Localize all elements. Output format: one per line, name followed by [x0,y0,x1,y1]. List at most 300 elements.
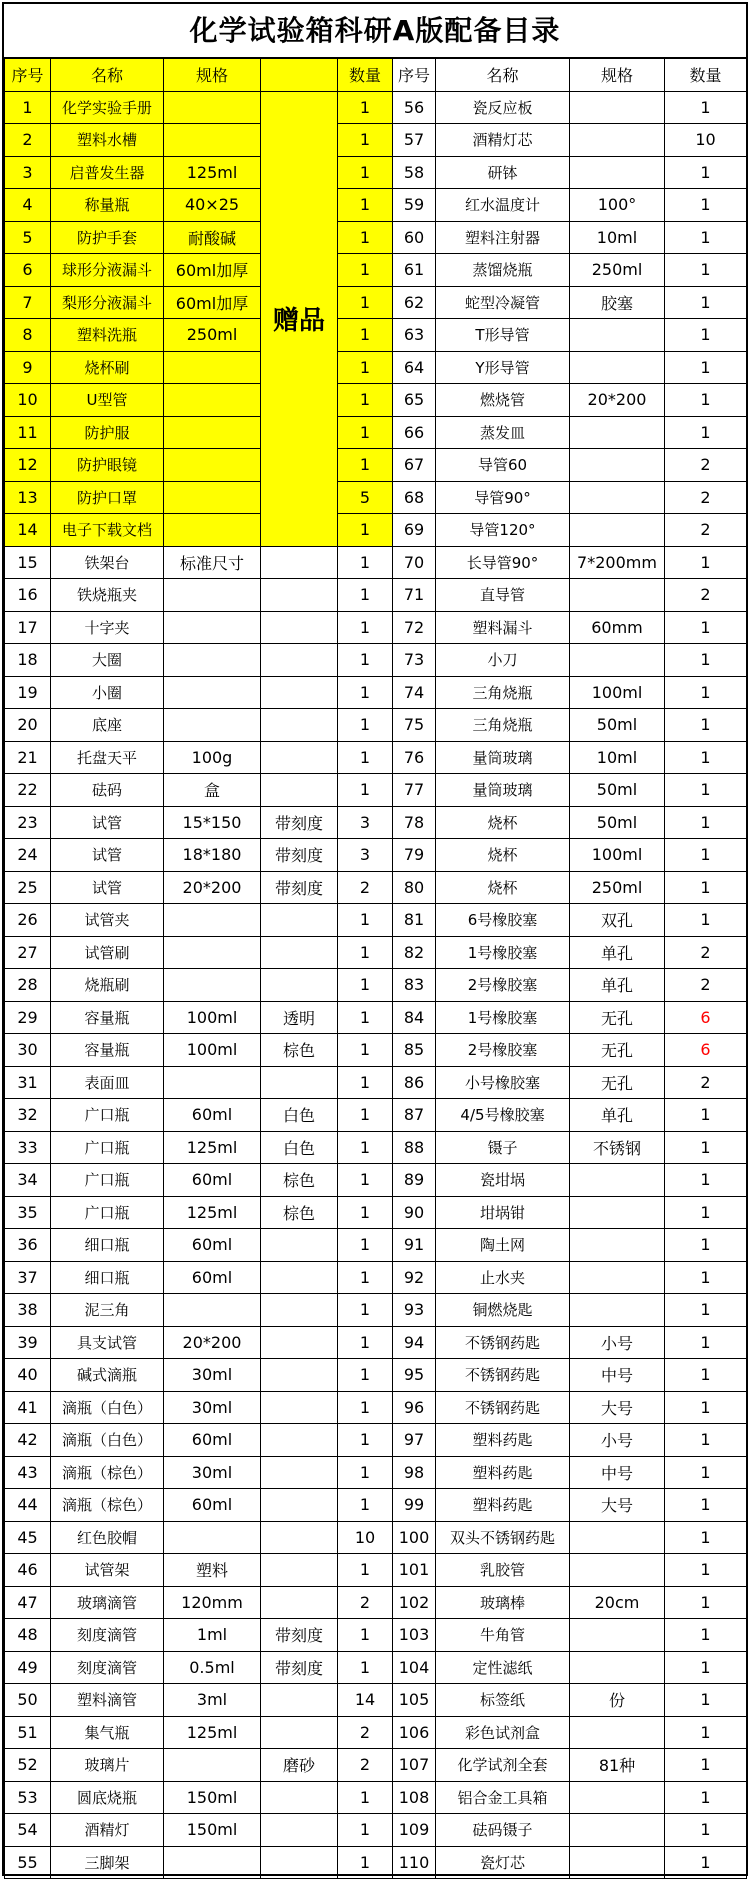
item-quantity: 1 [338,124,393,157]
table-row [5,319,747,352]
item-quantity-right: 1 [665,709,747,742]
item-quantity: 1 [338,91,393,124]
table-row [5,644,747,677]
item-name-right: 塑料漏斗 [436,611,570,644]
item-name-right: 直导管 [436,579,570,612]
item-spec: 100ml [164,1034,261,1067]
item-number: 22 [5,774,51,807]
table-row [5,1749,747,1782]
item-number-right: 90 [393,1196,436,1229]
item-quantity: 10 [338,1521,393,1554]
item-quantity: 1 [338,1554,393,1587]
item-quantity: 1 [338,1034,393,1067]
page-title: 化学试验箱科研A版配备目录 [4,4,746,58]
item-quantity-right: 1 [665,1846,747,1879]
item-quantity-right: 1 [665,1164,747,1197]
item-name-right: 定性滤纸 [436,1651,570,1684]
item-name-right: 彩色试剂盒 [436,1716,570,1749]
item-number-right: 66 [393,416,436,449]
table-row [5,1846,747,1879]
item-spec-right [570,1229,665,1262]
item-note [261,1391,338,1424]
item-quantity: 1 [338,156,393,189]
item-name-right: 瓷灯芯 [436,1846,570,1879]
item-quantity-right: 1 [665,1261,747,1294]
item-spec-right: 7*200mm [570,546,665,579]
item-number: 10 [5,384,51,417]
table-row [5,156,747,189]
table-row [5,1229,747,1262]
item-number: 21 [5,741,51,774]
item-note [261,611,338,644]
item-quantity-right: 1 [665,1229,747,1262]
item-spec-right [570,644,665,677]
item-number: 27 [5,936,51,969]
item-number: 37 [5,1261,51,1294]
item-number-right: 65 [393,384,436,417]
item-spec-right [570,1781,665,1814]
item-quantity: 1 [338,969,393,1002]
item-number: 48 [5,1619,51,1652]
table-row [5,774,747,807]
item-number: 32 [5,1099,51,1132]
item-name-right: 瓷坩埚 [436,1164,570,1197]
item-spec-right: 小号 [570,1424,665,1457]
item-quantity-right: 1 [665,871,747,904]
table-row [5,709,747,742]
table-row [5,969,747,1002]
item-quantity-right: 1 [665,1684,747,1717]
item-number-right: 70 [393,546,436,579]
item-quantity: 1 [338,1814,393,1847]
table-row [5,1359,747,1392]
item-quantity: 1 [338,1164,393,1197]
item-name-right: 蛇型冷凝管 [436,286,570,319]
item-spec-right: 50ml [570,806,665,839]
item-quantity: 1 [338,1846,393,1879]
item-quantity-right: 1 [665,806,747,839]
item-quantity-right: 1 [665,546,747,579]
item-note [261,1066,338,1099]
item-spec: 120mm [164,1586,261,1619]
item-number-right: 98 [393,1456,436,1489]
item-quantity: 1 [338,416,393,449]
item-number: 23 [5,806,51,839]
item-quantity-right: 1 [665,1131,747,1164]
item-number: 2 [5,124,51,157]
item-number: 18 [5,644,51,677]
table-row [5,449,747,482]
item-number: 9 [5,351,51,384]
item-name: 滴瓶（白色） [51,1391,164,1424]
item-number-right: 88 [393,1131,436,1164]
item-spec-right: 单孔 [570,936,665,969]
item-name-right: 长导管90° [436,546,570,579]
item-note [261,709,338,742]
item-spec-right [570,156,665,189]
table-row [5,904,747,937]
item-note [261,1229,338,1262]
item-name-right: 蒸馏烧瓶 [436,254,570,287]
item-spec-right: 20*200 [570,384,665,417]
item-number: 40 [5,1359,51,1392]
item-spec-right: 中号 [570,1456,665,1489]
gift-label: 赠品 [261,91,338,546]
item-name: 酒精灯 [51,1814,164,1847]
item-name-right: 标签纸 [436,1684,570,1717]
item-name-right: 2号橡胶塞 [436,969,570,1002]
item-spec [164,449,261,482]
item-name: 刻度滴管 [51,1651,164,1684]
table-row [5,416,747,449]
item-number-right: 104 [393,1651,436,1684]
header-spec-right: 规格 [570,59,665,92]
item-quantity-right: 1 [665,1489,747,1522]
item-name-right: 红水温度计 [436,189,570,222]
item-name: 防护口罩 [51,481,164,514]
item-spec-right: 胶塞 [570,286,665,319]
item-note: 棕色 [261,1164,338,1197]
item-spec: 0.5ml [164,1651,261,1684]
item-quantity: 1 [338,254,393,287]
item-spec: 100ml [164,1001,261,1034]
item-spec: 60ml加厚 [164,254,261,287]
item-number-right: 83 [393,969,436,1002]
table-row [5,1781,747,1814]
item-name: 滴瓶（白色） [51,1424,164,1457]
item-note: 带刻度 [261,871,338,904]
item-number-right: 60 [393,221,436,254]
item-number-right: 79 [393,839,436,872]
item-spec [164,644,261,677]
item-spec-right [570,1814,665,1847]
item-quantity: 1 [338,1326,393,1359]
item-spec [164,611,261,644]
item-quantity: 1 [338,1261,393,1294]
item-spec-right [570,319,665,352]
item-number: 35 [5,1196,51,1229]
item-spec-right [570,449,665,482]
item-note [261,644,338,677]
item-spec-right: 无孔 [570,1034,665,1067]
item-spec [164,969,261,1002]
item-spec-right: 100° [570,189,665,222]
item-name: 塑料水槽 [51,124,164,157]
item-number-right: 94 [393,1326,436,1359]
item-quantity-right: 2 [665,936,747,969]
item-note: 磨砂 [261,1749,338,1782]
item-quantity: 1 [338,221,393,254]
item-number: 25 [5,871,51,904]
table-row [5,1814,747,1847]
item-number-right: 95 [393,1359,436,1392]
item-spec-right: 81种 [570,1749,665,1782]
item-spec-right: 大号 [570,1391,665,1424]
item-name: 梨形分液漏斗 [51,286,164,319]
item-number: 43 [5,1456,51,1489]
item-number-right: 68 [393,481,436,514]
table-row [5,1066,747,1099]
item-number: 13 [5,481,51,514]
item-number: 41 [5,1391,51,1424]
table-row [5,1619,747,1652]
table-row [5,936,747,969]
item-number: 19 [5,676,51,709]
item-quantity: 1 [338,611,393,644]
item-name: 玻璃片 [51,1749,164,1782]
item-number-right: 103 [393,1619,436,1652]
table-row [5,1554,747,1587]
item-spec [164,91,261,124]
item-quantity: 1 [338,1294,393,1327]
item-name-right: 乳胶管 [436,1554,570,1587]
item-name-right: 烧杯 [436,871,570,904]
item-name: 电子下载文档 [51,514,164,547]
item-number: 34 [5,1164,51,1197]
item-spec: 盒 [164,774,261,807]
item-spec-right: 双孔 [570,904,665,937]
item-note [261,1261,338,1294]
item-name-right: 坩埚钳 [436,1196,570,1229]
catalog-sheet [2,2,748,1876]
item-number-right: 64 [393,351,436,384]
item-name: 三脚架 [51,1846,164,1879]
item-spec: 标准尺寸 [164,546,261,579]
item-spec: 150ml [164,1814,261,1847]
item-number-right: 110 [393,1846,436,1879]
item-spec [164,384,261,417]
item-quantity-right: 1 [665,1554,747,1587]
item-quantity-right: 1 [665,384,747,417]
item-quantity-right: 1 [665,1456,747,1489]
item-quantity: 1 [338,351,393,384]
item-name-right: 酒精灯芯 [436,124,570,157]
item-name: 大圈 [51,644,164,677]
item-name-right: 1号橡胶塞 [436,1001,570,1034]
item-spec: 30ml [164,1359,261,1392]
item-name: 防护服 [51,416,164,449]
item-spec-right: 250ml [570,871,665,904]
item-number-right: 89 [393,1164,436,1197]
item-note [261,1684,338,1717]
item-number: 46 [5,1554,51,1587]
item-quantity-right: 1 [665,1326,747,1359]
item-name-right: 量筒玻璃 [436,741,570,774]
item-number-right: 63 [393,319,436,352]
item-number: 36 [5,1229,51,1262]
item-number: 53 [5,1781,51,1814]
item-name: 底座 [51,709,164,742]
item-note: 带刻度 [261,1619,338,1652]
item-spec: 耐酸碱 [164,221,261,254]
item-spec-right: 小号 [570,1326,665,1359]
item-name: 试管架 [51,1554,164,1587]
item-quantity: 1 [338,514,393,547]
item-quantity-right: 1 [665,351,747,384]
item-spec: 60ml [164,1489,261,1522]
item-spec-right: 份 [570,1684,665,1717]
table-row [5,1131,747,1164]
table-row [5,286,747,319]
item-quantity: 1 [338,936,393,969]
item-name-right: 三角烧瓶 [436,709,570,742]
item-spec-right [570,91,665,124]
item-name-right: 塑料药匙 [436,1489,570,1522]
item-number: 51 [5,1716,51,1749]
item-spec-right [570,1651,665,1684]
item-number-right: 91 [393,1229,436,1262]
item-spec [164,481,261,514]
item-spec: 15*150 [164,806,261,839]
item-spec-right: 无孔 [570,1001,665,1034]
item-name: 碱式滴瓶 [51,1359,164,1392]
table-row [5,1326,747,1359]
header-qty-right: 数量 [665,59,747,92]
item-quantity: 1 [338,741,393,774]
item-spec: 125ml [164,1716,261,1749]
item-number-right: 93 [393,1294,436,1327]
item-quantity: 1 [338,546,393,579]
item-quantity-right: 2 [665,514,747,547]
item-note [261,1554,338,1587]
item-quantity-right: 1 [665,189,747,222]
item-quantity: 2 [338,1749,393,1782]
table-row [5,1294,747,1327]
item-number: 30 [5,1034,51,1067]
item-quantity-right: 1 [665,416,747,449]
item-quantity: 1 [338,189,393,222]
item-note: 透明 [261,1001,338,1034]
item-spec [164,351,261,384]
table-row [5,1424,747,1457]
item-number-right: 106 [393,1716,436,1749]
item-number: 16 [5,579,51,612]
item-number-right: 101 [393,1554,436,1587]
item-number: 17 [5,611,51,644]
item-spec-right: 10ml [570,741,665,774]
item-note [261,1521,338,1554]
item-quantity-right: 1 [665,676,747,709]
table-row [5,1099,747,1132]
item-name: 容量瓶 [51,1034,164,1067]
item-quantity: 3 [338,806,393,839]
item-spec-right: 50ml [570,709,665,742]
item-number: 44 [5,1489,51,1522]
item-spec-right [570,1716,665,1749]
item-number: 4 [5,189,51,222]
item-quantity-right: 1 [665,1424,747,1457]
item-note [261,579,338,612]
item-name-right: 2号橡胶塞 [436,1034,570,1067]
item-name-right: Y形导管 [436,351,570,384]
item-name: 试管 [51,839,164,872]
item-name: 塑料滴管 [51,1684,164,1717]
table-row [5,806,747,839]
item-number: 38 [5,1294,51,1327]
item-name: 细口瓶 [51,1229,164,1262]
item-note [261,1846,338,1879]
item-name-right: T形导管 [436,319,570,352]
item-number-right: 85 [393,1034,436,1067]
item-name-right: 不锈钢药匙 [436,1326,570,1359]
item-name-right: 不锈钢药匙 [436,1359,570,1392]
item-name-right: 烧杯 [436,839,570,872]
item-number: 54 [5,1814,51,1847]
item-number-right: 87 [393,1099,436,1132]
item-note [261,1294,338,1327]
item-quantity-right: 1 [665,91,747,124]
table-row [5,1684,747,1717]
item-name-right: 不锈钢药匙 [436,1391,570,1424]
item-quantity: 1 [338,709,393,742]
item-spec: 20*200 [164,1326,261,1359]
item-spec: 30ml [164,1391,261,1424]
item-number-right: 84 [393,1001,436,1034]
header-name-right: 名称 [436,59,570,92]
item-number-right: 67 [393,449,436,482]
item-number-right: 56 [393,91,436,124]
item-note [261,1326,338,1359]
item-quantity-right: 1 [665,156,747,189]
table-row [5,741,747,774]
item-name: 广口瓶 [51,1099,164,1132]
table-row [5,1196,747,1229]
table-row [5,839,747,872]
item-spec-right [570,416,665,449]
item-name: 启普发生器 [51,156,164,189]
item-number-right: 59 [393,189,436,222]
item-note: 白色 [261,1099,338,1132]
item-spec: 60ml [164,1424,261,1457]
item-spec: 250ml [164,319,261,352]
item-spec-right: 中号 [570,1359,665,1392]
item-number: 49 [5,1651,51,1684]
item-number-right: 77 [393,774,436,807]
item-spec: 1ml [164,1619,261,1652]
item-quantity: 1 [338,449,393,482]
item-quantity: 1 [338,1424,393,1457]
item-quantity: 1 [338,676,393,709]
item-spec: 150ml [164,1781,261,1814]
item-spec [164,514,261,547]
item-name-right: 瓷反应板 [436,91,570,124]
item-note [261,741,338,774]
table-row [5,1651,747,1684]
item-spec-right: 单孔 [570,1099,665,1132]
item-number-right: 109 [393,1814,436,1847]
item-name-right: 1号橡胶塞 [436,936,570,969]
table-row [5,1261,747,1294]
item-note [261,1456,338,1489]
item-name-right: 铜燃烧匙 [436,1294,570,1327]
item-name-right: 小号橡胶塞 [436,1066,570,1099]
item-name: 滴瓶（棕色） [51,1489,164,1522]
item-name: 化学实验手册 [51,91,164,124]
item-spec-right: 250ml [570,254,665,287]
table-row [5,221,747,254]
item-name: 十字夹 [51,611,164,644]
item-name-right: 蒸发皿 [436,416,570,449]
item-spec [164,1294,261,1327]
item-quantity-right: 1 [665,1294,747,1327]
item-name: 刻度滴管 [51,1619,164,1652]
item-number: 1 [5,91,51,124]
item-quantity-right: 1 [665,741,747,774]
item-note: 棕色 [261,1196,338,1229]
item-number-right: 80 [393,871,436,904]
item-name-right: 双头不锈钢药匙 [436,1521,570,1554]
item-quantity: 1 [338,1391,393,1424]
